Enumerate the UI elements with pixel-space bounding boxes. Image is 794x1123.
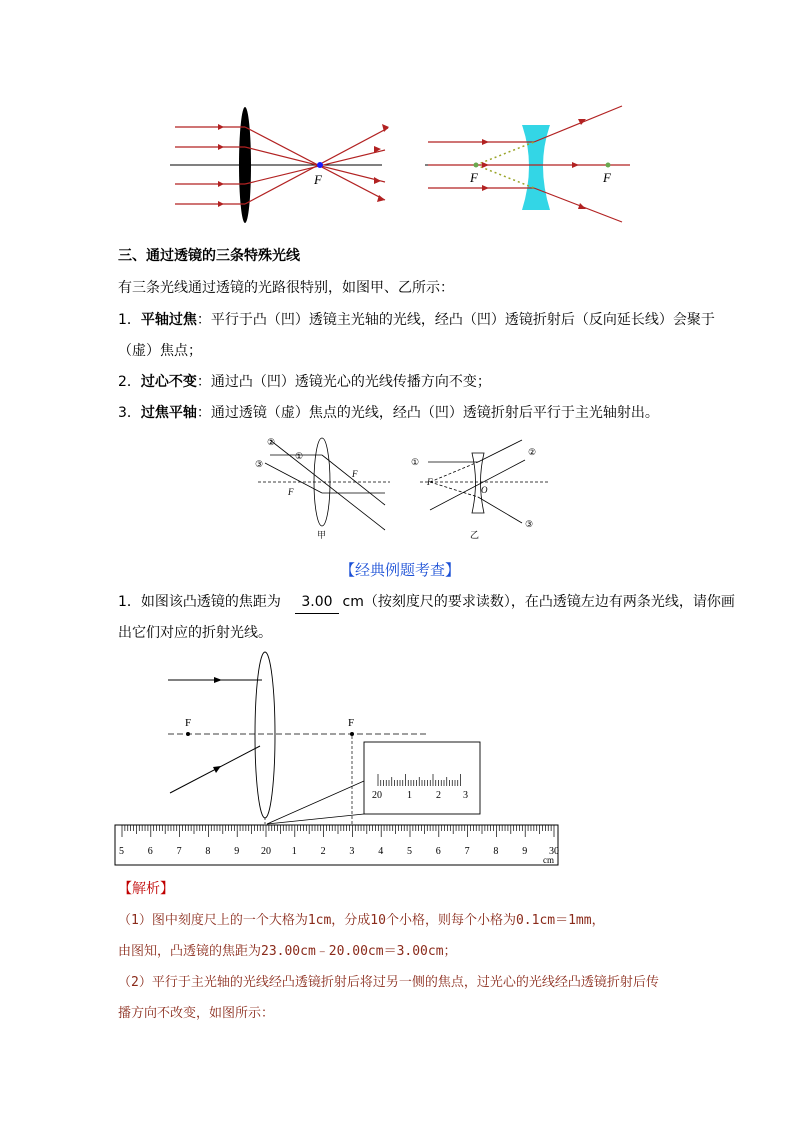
svg-text:F: F	[352, 469, 358, 479]
focus-left-label: F	[185, 717, 192, 729]
concave-focus-right-label: F	[603, 170, 611, 185]
ruler-label: 9	[234, 846, 240, 857]
rule-1-continued: （虚）焦点；	[118, 343, 202, 359]
svg-text:③: ③	[255, 459, 264, 469]
lens	[255, 652, 275, 818]
ruler-label: 7	[464, 846, 470, 857]
svg-text:3: 3	[463, 790, 468, 801]
ruler-label: 3	[349, 846, 355, 857]
rule-2: 2．过心不变：通过凸（凹）透镜光心的光线传播方向不变；	[118, 374, 491, 390]
ruler-label: 5	[407, 846, 412, 857]
lens-ray-diagram	[160, 100, 640, 230]
question-1-continued: 出它们对应的折射光线。	[118, 625, 272, 641]
ruler-label: 6	[435, 846, 441, 857]
ruler-label: 6	[147, 846, 153, 857]
svg-text:②: ②	[267, 437, 276, 447]
svg-text:F: F	[427, 477, 433, 487]
ruler-label: 1	[291, 846, 297, 857]
svg-text:②: ②	[528, 447, 537, 457]
convex-focus-point	[317, 162, 323, 168]
analysis-label: 【解析】	[118, 881, 174, 897]
ruler-label: 30	[549, 846, 559, 857]
svg-text:③: ③	[525, 519, 534, 529]
concave-focus-left-label: F	[470, 170, 478, 185]
svg-text:20: 20	[372, 790, 382, 801]
ruler-label: 9	[522, 846, 528, 857]
svg-text:①: ①	[295, 451, 304, 461]
analysis-p3: （2）平行于主光轴的光线经凸透镜折射后将过另一侧的焦点，过光心的光线经凸透镜折射后传	[118, 975, 659, 990]
ruler-label: 8	[493, 846, 499, 857]
yi-caption: 乙	[470, 530, 480, 540]
svg-text:1: 1	[407, 790, 412, 801]
rule-3: 3．过焦平轴：通过透镜（虚）焦点的光线，经凸（凹）透镜折射后平行于主光轴射出。	[118, 405, 659, 421]
ruler-label: 4	[378, 846, 384, 857]
analysis-p2: 由图知，凸透镜的焦距为23.00cm﹣20.00cm＝3.00cm；	[118, 944, 457, 959]
analysis-p1: （1）图中刻度尺上的一个大格为1cm，分成10个小格，则每个小格为0.1cm＝1mm，	[118, 913, 605, 928]
rule-1: 1．平轴过焦：平行于凸（凹）透镜主光轴的光线，经凸（凹）透镜折射后（反向延长线）会聚于	[118, 312, 715, 328]
ruler-label: 8	[205, 846, 211, 857]
focus-right-label: F	[348, 717, 355, 729]
svg-text:O: O	[481, 485, 488, 495]
ruler-label: 20	[261, 846, 271, 857]
ruler-label: 2	[320, 846, 326, 857]
svg-text:2: 2	[436, 790, 441, 801]
analysis-p4: 播方向不改变，如图所示：	[118, 1006, 275, 1021]
ruler-unit: cm	[543, 855, 554, 865]
three-special-rays-diagram	[250, 435, 550, 545]
section-heading: 三、通过透镜的三条特殊光线	[118, 248, 300, 264]
jia-caption: 甲	[317, 530, 327, 540]
ruler-label: 5	[119, 846, 124, 857]
ruler	[115, 825, 558, 865]
ruler-label: 7	[176, 846, 182, 857]
examples-heading: 【经典例题考查】	[340, 561, 461, 579]
focal-length-ruler-diagram	[110, 650, 570, 868]
section-intro: 有三条光线通过透镜的光路很特别，如图甲、乙所示：	[118, 280, 454, 296]
convex-focus-label: F	[314, 172, 322, 187]
answer-blank: 3.00	[295, 591, 338, 614]
svg-text:①: ①	[411, 457, 420, 467]
question-1: 1．如图该凸透镜的焦距为 3.00 cm（按刻度尺的要求读数），在凸透镜左边有两条光线，请你画	[118, 591, 735, 614]
svg-text:F: F	[288, 487, 294, 497]
